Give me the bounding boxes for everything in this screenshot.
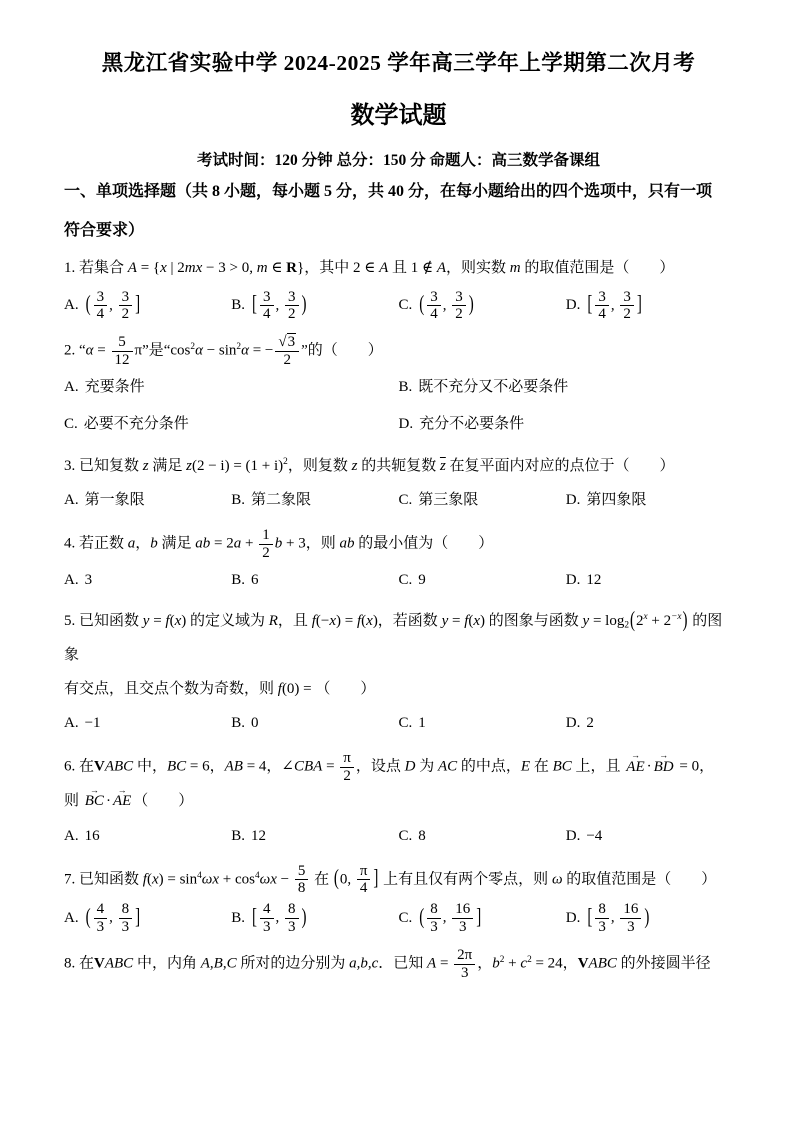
question-5-stem-line: 有交点，且交点个数为奇数，则 f(0) = （ ） — [64, 680, 376, 697]
math-var: a — [127, 535, 136, 552]
math-var: a — [233, 535, 242, 552]
math-var: ωx — [201, 871, 219, 888]
math-var: z — [142, 457, 149, 474]
question-1-option-C: C. ( $\frac{3}{4}$ , $\frac{3}{2}$ ) — [399, 288, 566, 325]
superscript: −x — [671, 612, 682, 623]
subscript: 2 — [624, 620, 630, 631]
option-label: C. — [398, 909, 413, 926]
math-var: BC — [166, 758, 187, 775]
bracket: ) — [301, 292, 307, 317]
fraction: $\frac{3}{4}$ — [595, 289, 609, 324]
option-label: C. — [398, 297, 413, 314]
math-var: D — [404, 758, 416, 775]
question-4-option-A: A. 3 — [64, 571, 93, 588]
math-var: mx — [184, 259, 203, 276]
math-var: ABC — [588, 955, 617, 972]
question-7-option-A: A. ( $\frac{4}{3}$ , $\frac{8}{3}$ ] — [64, 900, 231, 937]
question-3-option-C: C. 第三象限 — [398, 492, 479, 509]
math-var: AB — [224, 758, 243, 775]
option-label: A. — [64, 378, 79, 395]
question-2-options-row — [64, 409, 733, 441]
question-3-option-A: A. 第一象限 — [64, 492, 145, 509]
question-7 — [64, 862, 733, 937]
bracket: ( — [333, 866, 339, 891]
math-var: f — [165, 613, 170, 630]
bracket: ( — [419, 905, 425, 930]
fraction: $\frac{5}{12}$ — [112, 334, 133, 369]
bracket: ( — [85, 905, 91, 930]
question-6-option-B: B. 12 — [231, 828, 267, 845]
math-var: ab — [195, 535, 211, 552]
option-label: C. — [398, 571, 413, 588]
question-1-stem-line: 1. 若集合 A = {x | 2mx − 3 > 0, m ∈ R}，其中 2 ∈ A 且 1 ∉ A，则实数 m 的取值范围是（ ） — [64, 259, 675, 276]
math-var: f — [277, 680, 282, 697]
question-6 — [64, 749, 733, 853]
question-3-stem-line: 3. 已知复数 z 满足 $z(2 - i) = (1 + i)^2$，则复数 z 的共轭复数 $\overline{z}$ 在复平面内对应的点位于（ ） — [64, 456, 675, 474]
superscript: 2 — [190, 342, 196, 353]
fraction: $\frac{8}{3}$ — [595, 901, 609, 936]
superscript: 4 — [197, 870, 202, 881]
fraction: $\frac{3}{2}$ — [620, 289, 634, 324]
bracket: ] — [135, 292, 141, 317]
fraction: $\frac{3}{2}$ — [119, 289, 133, 324]
question-1-option-B: B. [ $\frac{3}{4}$ , $\frac{3}{2}$ ) — [231, 288, 398, 325]
bracket: ] — [135, 905, 141, 930]
math-var: m — [256, 259, 268, 276]
vector: AE → — [113, 785, 131, 819]
question-4-option-C: C. 9 — [398, 571, 426, 588]
question-5-option-C: C. 1 — [398, 715, 426, 732]
math-var: y — [582, 613, 590, 630]
math-var: A — [427, 955, 437, 972]
math-var: BC — [552, 758, 572, 775]
question-2-option-D: D. 充分不必要条件 — [398, 416, 525, 433]
math-var: f — [464, 613, 469, 630]
fraction: $\frac{3}{4}$ — [260, 289, 274, 324]
math-var: y — [142, 613, 150, 630]
math-var: ωx — [259, 871, 277, 888]
question-7-stem-line: 7. 已知函数 $f(x) = \sin^4\omega x + \cos^4\omega x$ − $\frac{5}{8}$ 在 (0, $\frac{\pi}{4}$ ] 上有且仅有两个零点，则 ω 的取值范围是（ ） — [64, 862, 733, 899]
question-2-option-C: C. 必要不充分条件 — [64, 416, 189, 433]
math-var: x — [160, 259, 167, 276]
question-8 — [64, 946, 733, 983]
option-label: A. — [64, 828, 79, 845]
vector: AE → — [626, 751, 644, 785]
math-var: ab — [339, 535, 355, 552]
question-2 — [64, 333, 733, 441]
option-label: B. — [231, 571, 246, 588]
math-var: ABC — [104, 758, 134, 775]
fraction: $\frac{3}{4}$ — [94, 289, 108, 324]
option-label: D. — [565, 492, 581, 509]
math-var: c — [520, 955, 528, 972]
option-label: C. — [398, 492, 413, 509]
bracket: [ — [587, 905, 593, 930]
math-var: B — [213, 955, 223, 972]
math-bold: V — [94, 758, 105, 775]
question-5-option-B: B. 0 — [231, 715, 259, 732]
math-var: f — [311, 613, 316, 630]
question-7-option-B: B. [ $\frac{4}{3}$ , $\frac{8}{3}$ ) — [231, 900, 398, 937]
question-2-options-row — [64, 372, 733, 404]
option-label: B. — [231, 715, 246, 732]
superscript: x — [643, 612, 648, 623]
question-6-options-row — [64, 821, 733, 853]
bracket: [ — [252, 292, 258, 317]
option-label: A. — [64, 571, 79, 588]
exam-title: 黑龙江省实验中学 2024-2025 学年高三学年上学期第二次月考 — [101, 51, 696, 75]
question-5 — [64, 605, 733, 740]
option-label: A. — [64, 492, 79, 509]
question-3-option-B: B. 第二象限 — [231, 492, 312, 509]
option-label: D. — [565, 571, 581, 588]
exam-meta: 考试时间：120 分钟 总分：150 分 命题人：高三数学备课组 — [196, 152, 600, 170]
question-5-options-row — [64, 708, 733, 740]
fraction: $\frac{3}{4}$ — [427, 289, 441, 324]
math-var: x — [329, 613, 336, 630]
math-var: z — [351, 457, 358, 474]
math-var: R — [268, 613, 278, 630]
fraction: $\frac{8}{3}$ — [285, 901, 299, 936]
fraction: $\frac{3}{2}$ — [285, 289, 299, 324]
math-var: c — [371, 955, 379, 972]
math-var: b — [492, 955, 500, 972]
conjugate-bar: $\overline{z}$ — [439, 457, 446, 474]
question-6-option-C: C. 8 — [398, 828, 426, 845]
math-var: a — [349, 955, 357, 972]
math-var: x — [151, 871, 159, 888]
math-var: ω — [551, 871, 563, 888]
question-4 — [64, 526, 733, 596]
question-5-option-A: A. −1 — [64, 715, 101, 732]
math-var: f — [142, 871, 147, 888]
question-1 — [64, 252, 733, 324]
bracket: ( — [85, 292, 91, 317]
math-var: C — [226, 955, 237, 972]
question-6-stem-line: 6. 在VABC 中，BC = 6，AB = 4，∠CBA = $\frac{\pi}{2}$ ，设点 D 为 AC 的中点，E 在 BC 上，且 AE → · BD → = 0， — [64, 749, 733, 786]
fraction: $\frac{4}{3}$ — [260, 901, 274, 936]
math-var: b — [274, 535, 283, 552]
fraction: $\frac{\pi}{2}$ — [340, 750, 354, 785]
question-4-options-row — [64, 565, 733, 597]
option-label: D. — [565, 909, 581, 926]
question-4-option-B: B. 6 — [231, 571, 259, 588]
fraction: $\frac{5}{8}$ — [295, 863, 309, 898]
math-var: z — [186, 457, 192, 474]
bracket: ) — [468, 292, 474, 317]
option-label: B. — [398, 378, 413, 395]
math-var: f — [356, 613, 362, 630]
option-label: D. — [565, 297, 581, 314]
question-3-option-D: D. 第四象限 — [565, 492, 647, 509]
math-bold: R — [286, 259, 298, 276]
superscript: 2 — [236, 342, 242, 353]
question-4-option-D: D. 12 — [565, 571, 602, 588]
math-var: A — [127, 259, 137, 276]
option-label: B. — [231, 492, 246, 509]
bracket: ] — [476, 905, 482, 930]
question-3 — [64, 450, 733, 517]
fraction: $\frac{2\pi}{3}$ — [454, 947, 475, 982]
math-var: x — [366, 613, 373, 630]
superscript: 2 — [527, 954, 532, 965]
section-header-line2: 符合要求） — [64, 221, 145, 239]
vector: BD → — [654, 751, 674, 785]
question-4-stem-line: 4. 若正数 a，b 满足 ab = 2a + $\frac{1}{2}$ b + 3，则 ab 的最小值为（ ） — [64, 526, 494, 561]
option-label: B. — [231, 909, 246, 926]
option-label: B. — [231, 828, 246, 845]
fraction: $\frac{16}{3}$ — [452, 901, 473, 936]
math-var: y — [441, 613, 449, 630]
bracket: [ — [252, 905, 258, 930]
question-3-options-row — [64, 485, 733, 517]
vector: BC → — [85, 785, 104, 819]
option-label: D. — [565, 828, 581, 845]
math-var: E — [520, 758, 531, 775]
exam-subtitle: 数学试题 — [350, 103, 447, 130]
question-7-option-D: D. [ $\frac{8}{3}$ , $\frac{16}{3}$ ) — [566, 900, 733, 937]
bracket: [ — [587, 292, 593, 317]
option-label: B. — [231, 297, 246, 314]
math-var: A — [200, 955, 210, 972]
question-6-stem-line: 则 BC → · AE → （ ） — [64, 785, 733, 819]
question-7-options-row — [64, 900, 733, 937]
question-6-option-D: D. −4 — [565, 828, 603, 845]
fraction: $\frac{√3}{2}$ — [275, 334, 299, 369]
question-1-options-row — [64, 288, 733, 325]
math-var: A — [379, 259, 389, 276]
math-var: b — [360, 955, 368, 972]
option-label: A. — [64, 715, 79, 732]
question-8-stem-line: 8. 在VABC 中，内角 A,B,C 所对的边分别为 a,b,c．已知 A = $\frac{2\pi}{3}$ ，$b^2 + c^2 = 24$，VABC 的外接圆半径 — [64, 946, 711, 981]
math-var: α — [241, 342, 249, 359]
question-6-option-A: A. 16 — [64, 828, 100, 845]
section-header-line1: 一、单项选择题（共 8 小题，每小题 5 分，共 40 分，在每小题给出的四个选项中，只有一项 — [64, 183, 713, 201]
bracket: ) — [682, 608, 688, 633]
question-1-option-A: A. ( $\frac{3}{4}$ , $\frac{3}{2}$ ] — [64, 288, 231, 325]
option-label: C. — [398, 828, 413, 845]
fraction: $\frac{8}{3}$ — [427, 901, 441, 936]
fraction: $\frac{1}{2}$ — [259, 527, 273, 562]
question-5-stem-line: 5. 已知函数 y = f(x) 的定义域为 R，且 f(−x) = f(x)，若函数 y = f(x) 的图象与函数 $y = \log 2(2^x + 2^{-x})$ 的图象 — [64, 605, 733, 673]
math-var: b — [150, 535, 158, 552]
math-var: x — [174, 613, 182, 630]
superscript: 4 — [254, 870, 260, 881]
bracket: ] — [636, 292, 642, 317]
option-label: D. — [565, 715, 581, 732]
fraction: $\frac{16}{3}$ — [620, 901, 641, 936]
fraction: $\frac{8}{3}$ — [119, 901, 133, 936]
questions-list — [64, 252, 733, 983]
bracket: ) — [301, 905, 307, 930]
superscript: 2 — [499, 954, 505, 965]
math-var: AC — [437, 758, 458, 775]
fraction: $\frac{3}{2}$ — [452, 289, 466, 324]
square-root: √3 — [278, 334, 296, 351]
bracket: ( — [630, 608, 636, 633]
question-1-option-D: D. [ $\frac{3}{4}$ , $\frac{3}{2}$ ] — [566, 288, 733, 325]
question-2-stem-line: 2. “α = $\frac{5}{12}$ π”是“$\cos^2\alpha - \sin^2\alpha$ = − $\frac{√3}{2}$ ”的（ ） — [64, 334, 383, 368]
option-label: C. — [398, 715, 413, 732]
question-2-option-A: A. 充要条件 — [64, 378, 145, 395]
superscript: 2 — [283, 456, 288, 467]
question-7-option-C: C. ( $\frac{8}{3}$ , $\frac{16}{3}$ ] — [399, 900, 566, 937]
bracket: ) — [644, 905, 650, 930]
math-var: ABC — [104, 955, 134, 972]
bracket: ( — [419, 292, 425, 317]
math-var: α — [85, 342, 94, 359]
math-var: CBA — [293, 758, 323, 775]
math-var: x — [473, 613, 481, 630]
option-label: A. — [64, 909, 79, 926]
fraction: $\frac{4}{3}$ — [94, 901, 108, 936]
math-bold: V — [94, 955, 105, 972]
option-label: A. — [64, 297, 79, 314]
math-bold: V — [577, 955, 589, 972]
fraction: $\frac{\pi}{4}$ — [357, 863, 371, 898]
question-2-option-B: B. 既不充分又不必要条件 — [398, 378, 569, 395]
math-var: A — [436, 259, 447, 276]
math-var: α — [195, 342, 203, 359]
question-5-option-D: D. 2 — [565, 715, 594, 732]
math-var: m — [509, 259, 521, 276]
option-label: C. — [64, 416, 78, 433]
option-label: D. — [398, 416, 414, 433]
bracket: ] — [373, 866, 379, 891]
